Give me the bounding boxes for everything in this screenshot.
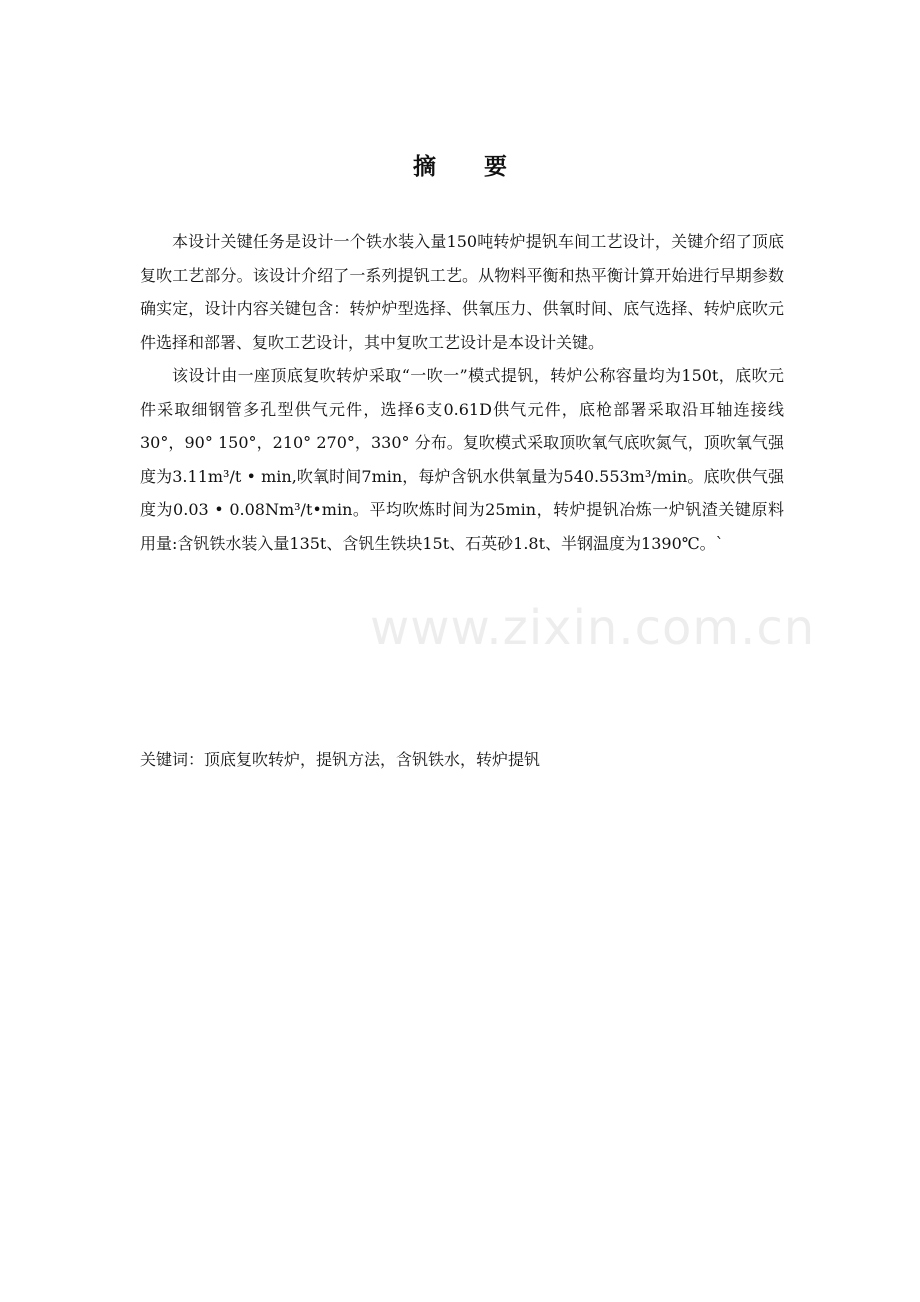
abstract-paragraph-2: 该设计由一座顶底复吹转炉采取“一吹一”模式提钒，转炉公称容量均为150t，底吹元件采取细钢管多孔型供气元件，选择6支0.61D供气元件，底枪部署采取沿耳轴连接线30°，90° 150°，210° 270°，330° 分布。复吹模式采取顶吹氧气底吹氮气，顶吹氧气强度为3.11m³/t • min,吹氧时间7min，每炉含钒水供氧量为540.553m³/min。底吹供气强度为0.03 • 0.08Nm³/t•min。平均吹炼时间为25min，转炉提钒冶炼一炉钒渣关键原料用量:含钒铁水装入量135t、含钒生铁块15t、石英砂1.8t、半钢温度为1390℃。` bbox=[140, 366, 784, 553]
abstract-body bbox=[140, 225, 784, 560]
keywords-line: 关键词：顶底复吹转炉，提钒方法，含钒铁水，转炉提钒 bbox=[140, 750, 541, 769]
abstract-title: 摘 要 bbox=[412, 154, 527, 180]
abstract-paragraph-1: 本设计关键任务是设计一个铁水装入量150吨转炉提钒车间工艺设计，关键介绍了顶底复吹工艺部分。该设计介绍了一系列提钒工艺。从物料平衡和热平衡计算开始进行早期参数确实定，设计内容关键包含：转炉炉型选择、供氧压力、供氧时间、底气选择、转炉底吹元件选择和部署、复吹工艺设计，其中复吹工艺设计是本设计关键。 bbox=[140, 232, 784, 352]
watermark-text: www.zixin.com.cn bbox=[370, 600, 816, 656]
